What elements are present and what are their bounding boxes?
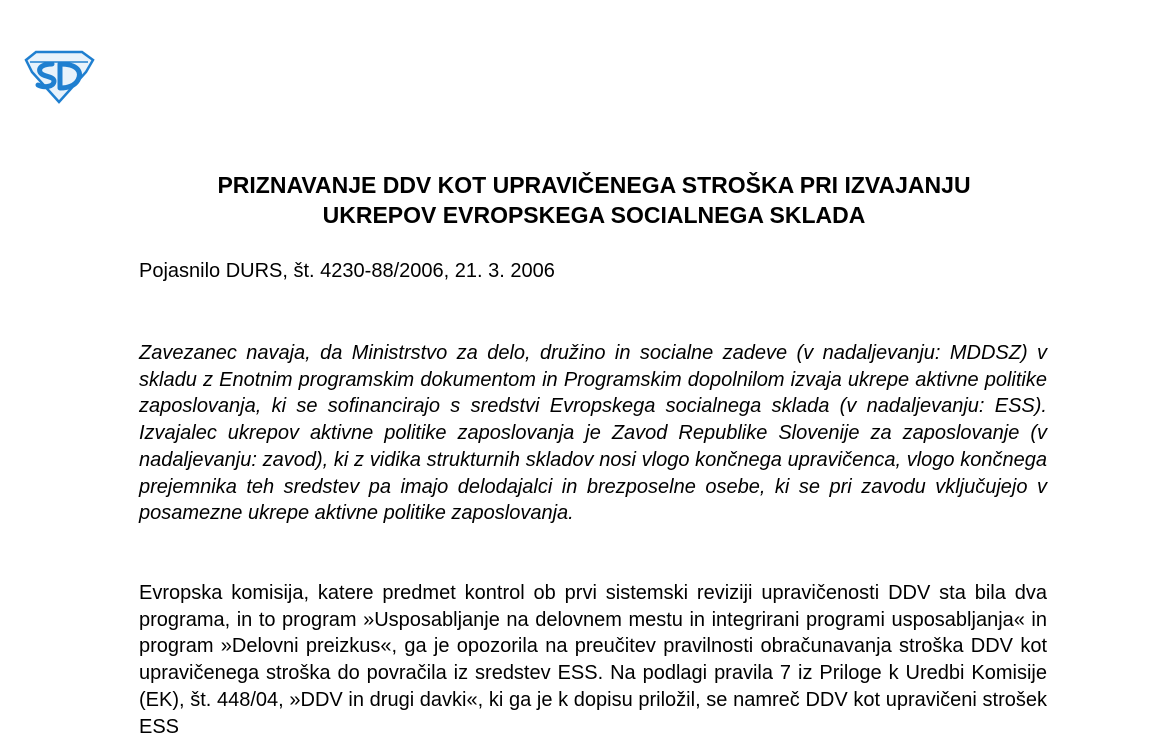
source-reference: Pojasnilo DURS, št. 4230-88/2006, 21. 3. 2006 <box>139 260 555 282</box>
document-title <box>120 170 1068 230</box>
paragraph-2: Evropska komisija, katere predmet kontrol ob prvi sistemski reviziji upravičenosti DDV sta bila dva programa, in to program »Usposabljanje na delovnem mestu in integrirani programi usposabljanja« in program »Delovni preizkus«, ga je opozorila na preučitev pravilnosti obračunavanja stroška DDV kot upravičenega stroška do povračila iz sredstev ESS. Na podlagi pravila 7 iz Priloge k Uredbi Komisije (EK), št. 448/04, »DDV in drugi davki«, ki ga je k dopisu priložil, se namreč DDV kot upravičeni strošek ESS <box>139 582 1047 738</box>
paragraph-1: Zavezanec navaja, da Ministrstvo za delo, družino in socialne zadeve (v nadaljevanju: MDDSZ) v skladu z Enotnim programskim dokumentom in Programskim dopolnilom izvaja ukrepe aktivne politike zaposlovanja, ki se sofinancirajo s sredstvi Evropskega socialnega sklada (v nadaljevanju: ESS). Izvajalec ukrepov aktivne politike zaposlovanja je Zavod Republike Slovenije za zaposlovanje (v nadaljevanju: zavod), ki z vidika strukturnih skladov nosi vlogo končnega upravičenca, vlogo končnega prejemnika teh sredstev pa imajo delodajalci in brezposelne osebe, ki se pri zavodu vključujejo v posamezne ukrepe aktivne politike zaposlovanja. <box>139 342 1047 525</box>
title-line-2: UKREPOV EVROPSKEGA SOCIALNEGA SKLADA <box>322 202 866 228</box>
sd-logo-icon <box>22 50 96 104</box>
title-line-1: PRIZNAVANJE DDV KOT UPRAVIČENEGA STROŠKA PRI IZVAJANJU <box>217 172 971 198</box>
